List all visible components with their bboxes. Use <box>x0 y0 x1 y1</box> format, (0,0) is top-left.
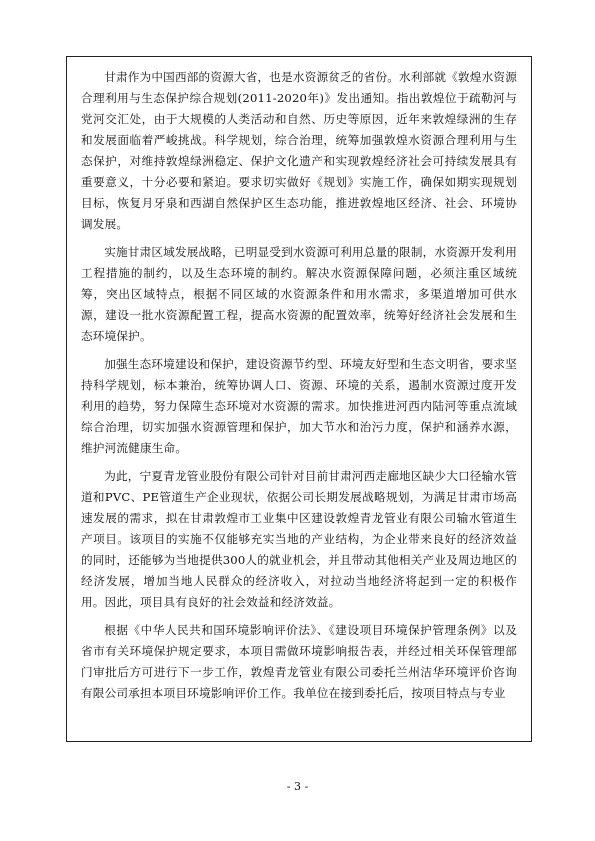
paragraph-3: 加强生态环境建设和保护，建设资源节约型、环境友好型和生态文明省，要求坚持科学规划，标本兼治，统筹协调人口、资源、环境的关系，遏制水资源过度开发利用的趋势，努力保障生态环境对水资源的需求。加快推进河西内陆河等重点流域综合治理，切实加强水资源管理和保护，加大节水和治污力度，保护和涵养水源，维护河流健康生命。 <box>81 357 517 455</box>
document-body <box>67 57 531 704</box>
paragraph-2: 实施甘肃区域发展战略，已明显受到水资源可利用总量的限制，水资源开发利用工程措施的制约，以及生态环境的制约。解决水资源保障问题，必须注重区域统筹，突出区域特点，根据不同区域的水资源条件和用水需求，多渠道增加可供水源，建设一批水资源配置工程，提高水资源的配置效率，统筹好经济社会发展和生态环境保护。 <box>81 245 517 343</box>
paragraph-1: 甘肃作为中国西部的资源大省，也是水资源贫乏的省份。水利部就《敦煌水资源合理利用与生态保护综合规划(2011-2020年)》发出通知。指出敦煌位于疏勒河与党河交汇处，由于大规模的人类活动和自然、历史等原因，近年来敦煌绿洲的生存和发展面临着严峻挑战。科学规划，综合治理，统筹加强敦煌水资源合理利用与生态保护，对维持敦煌绿洲稳定、保护文化遗产和实现敦煌经济社会可持续发展具有重要意义，十分必要和紧迫。要求切实做好《规划》实施工作，确保如期实现规划目标，恢复月牙泉和西湖自然保护区生态功能，推进敦煌地区经济、社会、环境协调发展。 <box>81 70 517 231</box>
page-number: - 3 - <box>286 780 309 793</box>
document-frame <box>66 56 532 742</box>
paragraph-4: 为此，宁夏青龙管业股份有限公司针对目前甘肃河西走廊地区缺少大口径输水管道和PVC、PE管道生产企业现状，依据公司长期发展战略规划，为满足甘肃市场高速发展的需求，拟在甘肃敦煌市工业集中区建设敦煌青龙管业有限公司输水管道生产项目。该项目的实施不仅能够充实当地的产业结构，为企业带来良好的经济效益的同时，还能够为当地提供300人的就业机会，并且带动其他相关产业及周边地区的经济发展，增加当地人民群众的经济收入，对拉动当地经济将起到一定的积极作用。因此，项目具有良好的社会效益和经济效益。 <box>81 469 517 609</box>
paragraph-5: 根据《中华人民共和国环境影响评价法》、《建设项目环境保护管理条例》以及省市有关环境保护规定要求，本项目需做环境影响报告表，并经过相关环保管理部门审批后方可进行下一步工作，敦煌青龙管业有限公司委托兰州洁华环境评价咨询有限公司承担本项目环境影响评价工作。我单位在接到委托后，按项目特点与专业 <box>81 623 517 700</box>
